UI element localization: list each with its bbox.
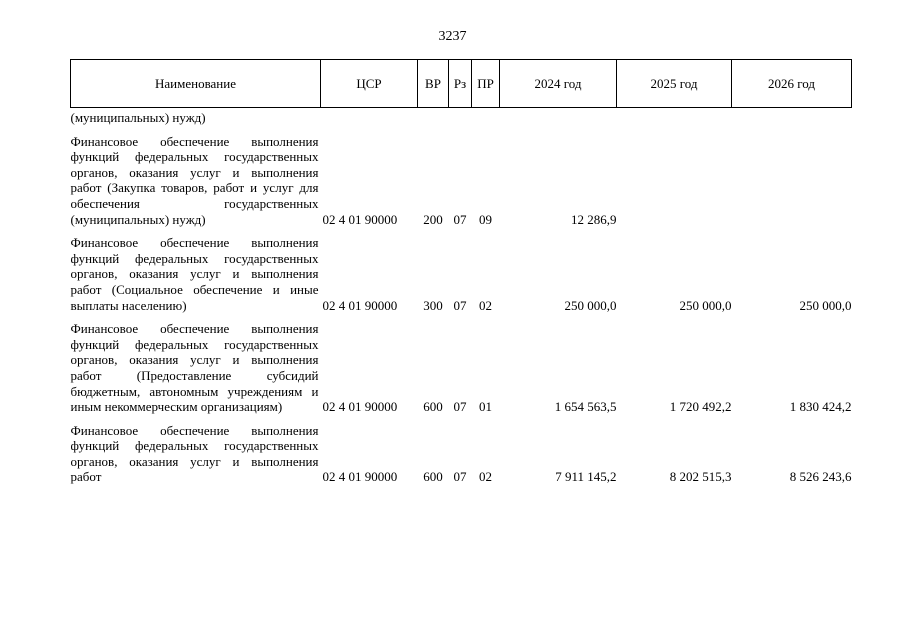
row-2025: 1 720 492,2 xyxy=(669,399,732,415)
table-row xyxy=(71,134,852,228)
row-rz: 07 xyxy=(453,399,467,415)
row-pr: 09 xyxy=(479,211,492,227)
row-rz: 07 xyxy=(453,211,467,227)
table-header-row xyxy=(71,60,852,108)
table-row xyxy=(71,321,852,415)
row-rz: 07 xyxy=(453,469,467,485)
row-name: Финансовое обеспечение выполнения функций федеральных государственных органов, оказания услуг и выполнения работ (Социальное обеспечение и иные выплаты населению) xyxy=(70,235,319,313)
row-2024: 250 000,0 xyxy=(564,297,617,313)
row-2024: 7 911 145,2 xyxy=(555,469,617,485)
header-rz: Рз xyxy=(449,60,472,108)
row-2026: 8 526 243,6 xyxy=(789,469,852,485)
row-2025 xyxy=(617,134,732,228)
row-vr xyxy=(418,108,449,126)
row-vr: 600 xyxy=(423,399,443,415)
row-vr: 200 xyxy=(423,211,443,227)
row-name: Финансовое обеспечение выполнения функций федеральных государственных органов, оказания услуг и выполнения работ xyxy=(70,422,319,485)
row-2024: 1 654 563,5 xyxy=(554,399,617,415)
row-2026 xyxy=(732,134,852,228)
header-2026: 2026 год xyxy=(732,60,852,108)
row-2026: 1 830 424,2 xyxy=(789,399,852,415)
row-rz xyxy=(449,108,472,126)
row-2026: 250 000,0 xyxy=(799,297,852,313)
row-vr: 600 xyxy=(423,469,443,485)
row-2026 xyxy=(732,108,852,126)
table-row xyxy=(71,235,852,313)
row-name: Финансовое обеспечение выполнения функций федеральных государственных органов, оказания услуг и выполнения работ (Закупка товаров, работ и услуг для обеспечения государственных (муниципальных) нужд) xyxy=(70,133,319,227)
row-2025: 250 000,0 xyxy=(679,297,732,313)
row-pr: 02 xyxy=(479,469,492,485)
row-csr: 02 4 01 90000 xyxy=(322,297,398,313)
header-csr: ЦСР xyxy=(321,60,418,108)
table-row xyxy=(71,423,852,485)
row-2025: 8 202 515,3 xyxy=(669,469,732,485)
row-pr xyxy=(472,108,500,126)
row-rz: 07 xyxy=(453,297,467,313)
row-name: Финансовое обеспечение выполнения функций федеральных государственных органов, оказания услуг и выполнения работ (Предоставление субсидий бюджетным, автономным учреждениям и иным некоммерческим организациям) xyxy=(70,321,319,415)
row-name: (муниципальных) нужд) xyxy=(70,110,206,125)
row-2024 xyxy=(500,108,617,126)
row-2024: 12 286,9 xyxy=(571,211,617,227)
budget-table xyxy=(70,59,852,485)
header-vr: ВР xyxy=(418,60,449,108)
page-number: 3237 xyxy=(438,29,467,44)
row-pr: 02 xyxy=(479,297,492,313)
row-csr: 02 4 01 90000 xyxy=(322,469,398,485)
row-2025 xyxy=(617,108,732,126)
row-vr: 300 xyxy=(423,297,443,313)
row-csr: 02 4 01 90000 xyxy=(322,211,398,227)
header-name: Наименование xyxy=(71,60,321,108)
header-2024: 2024 год xyxy=(500,60,617,108)
header-2025: 2025 год xyxy=(617,60,732,108)
header-pr: ПР xyxy=(472,60,500,108)
row-csr xyxy=(321,108,418,126)
row-csr: 02 4 01 90000 xyxy=(322,399,398,415)
table-row xyxy=(71,108,852,126)
row-pr: 01 xyxy=(479,399,492,415)
